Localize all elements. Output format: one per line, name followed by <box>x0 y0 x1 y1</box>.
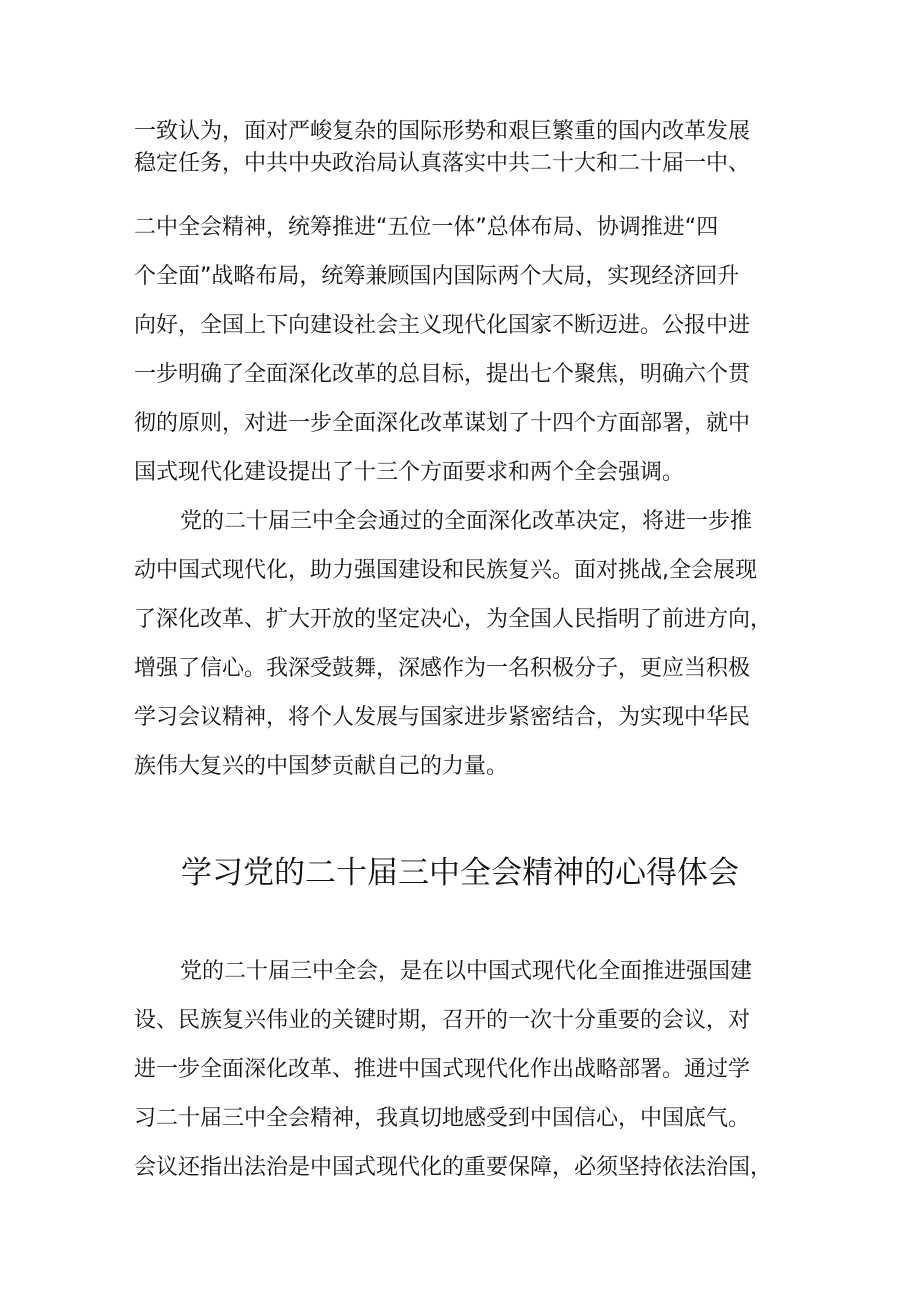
text-line: 动中国式现代化，助力强国建设和民族复兴。面对挑战,全会展现 <box>134 558 757 583</box>
text-line: 了深化改革、扩大开放的坚定决心，为全国人民指明了前进方向， <box>134 607 773 632</box>
text-line: 族伟大复兴的中国梦贡献自己的力量。 <box>134 754 509 779</box>
text-line: 彻的原则，对进一步全面深化改革谋划了十四个方面部署，就中 <box>134 411 751 436</box>
text-line: 设、民族复兴伟业的关键时期，召开的一次十分重要的会议，对 <box>134 1008 751 1033</box>
text-line: 学习会议精神，将个人发展与国家进步紧密结合，为实现中华民 <box>134 705 751 730</box>
text-line: 习二十届三中全会精神，我真切地感受到中国信心，中国底气。 <box>134 1106 751 1131</box>
text-line: 一致认为，面对严峻复杂的国际形势和艰巨繁重的国内改革发展 <box>134 119 751 144</box>
text-line: 稳定任务，中共中央政治局认真落实中共二十大和二十届一中、 <box>134 151 751 176</box>
text-line: 国式现代化建设提出了十三个方面要求和两个全会强调。 <box>134 460 685 485</box>
text-line: 进一步全面深化改革、推进中国式现代化作出战略部署。通过学 <box>134 1057 751 1082</box>
text-line: 增强了信心。我深受鼓舞，深感作为一名积极分子，更应当积极 <box>134 656 751 681</box>
text-line: 党的二十届三中全会通过的全面深化改革决定，将进一步推 <box>180 509 753 534</box>
text-line: 个全面”战略布局，统筹兼顾国内国际两个大局，实现经济回升 <box>134 264 740 289</box>
text-line: 党的二十届三中全会，是在以中国式现代化全面推进强国建 <box>180 959 753 984</box>
text-line: 一步明确了全面深化改革的总目标，提出七个聚焦，明确六个贯 <box>134 362 751 387</box>
text-line: 二中全会精神，统筹推进“五位一体”总体布局、协调推进“四 <box>134 215 719 240</box>
text-line: 向好，全国上下向建设社会主义现代化国家不断迈进。公报中进 <box>134 313 751 338</box>
text-line: 会议还指出法治是中国式现代化的重要保障，必须坚持依法治国， <box>134 1155 773 1180</box>
section-title: 学习党的二十届三中全会精神的心得体会 <box>181 855 739 891</box>
